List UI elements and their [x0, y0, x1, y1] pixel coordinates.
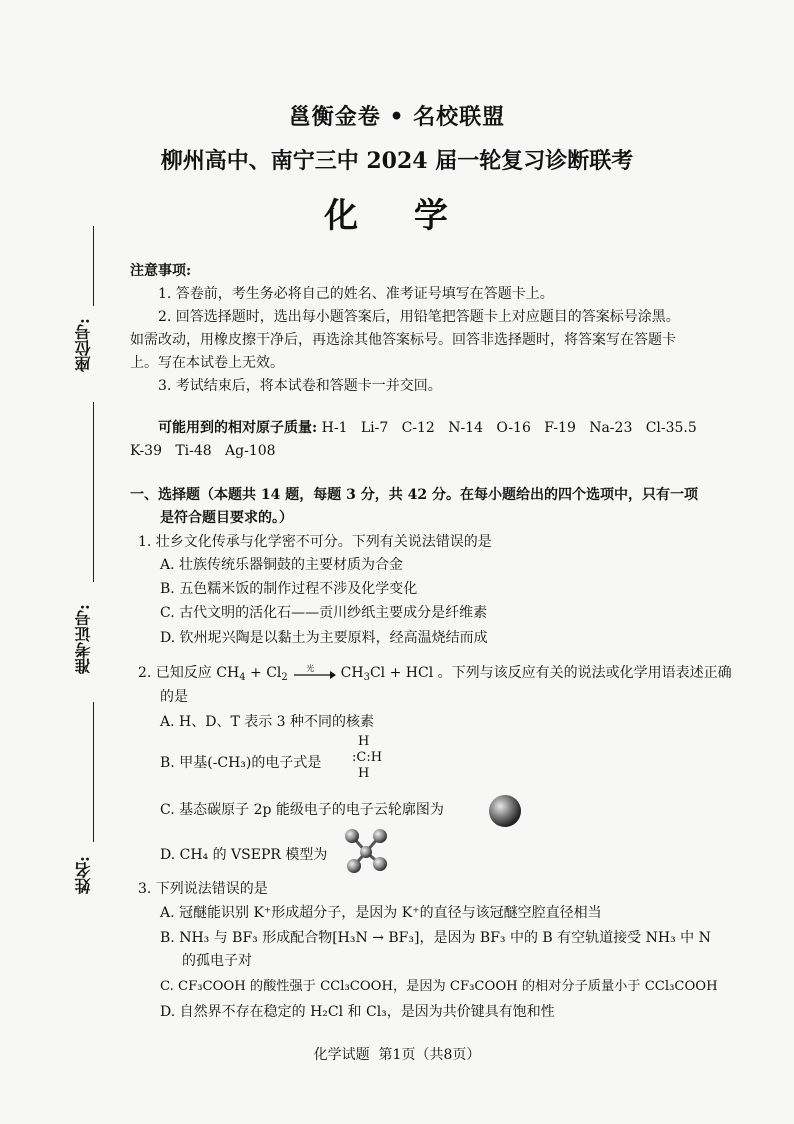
q2-sub-4: 4	[239, 672, 246, 683]
notice-item-1: 1. 答卷前，考生务必将自己的姓名、准考证号填写在答题卡上。	[158, 286, 554, 302]
page-footer: 化学试题 第1页（共8页）	[313, 1047, 481, 1063]
question-3-option-d: D. 自然界不存在稳定的 H₂Cl 和 Cl₃，是因为共价键具有饱和性	[160, 1004, 555, 1020]
question-1-stem: 1. 壮乡文化传承与化学密不可分。下列有关说法错误的是	[138, 534, 492, 550]
ticket-line	[93, 402, 94, 582]
question-2-option-b: B. 甲基(-CH₃)的电子式是	[160, 755, 322, 771]
question-3-option-b: B. NH₃ 与 BF₃ 形成配合物[H₃N → BF₃]，是因为 BF₃ 中的 B 有空轨道接受 NH₃ 中 N	[160, 930, 711, 946]
name-label: 姓名:	[74, 856, 93, 894]
q2-sub-3: 3	[363, 672, 370, 683]
atomic-mass-values-1: H-1 Li-7 C-12 N-14 O-16 F-19 Na-23 Cl-35.5	[321, 420, 697, 436]
q2-stem-part-1: 2. 已知反应 CH	[138, 665, 240, 681]
question-3-option-b-cont: 的孤电子对	[182, 953, 252, 969]
notice-item-2: 2. 回答选择题时，选出每小题答案后，用铅笔把答题卡上对应题目的答案标号涂黑。	[158, 309, 680, 325]
atomic-mass-line-2: K-39 Ti-48 Ag-108	[130, 443, 276, 459]
section-1-heading-cont: 是符合题目要求的。）	[160, 510, 293, 526]
question-3-option-a: A. 冠醚能识别 K⁺形成超分子，是因为 K⁺的直径与该冠醚空腔直径相当	[160, 905, 602, 921]
reaction-arrow-icon	[292, 664, 336, 682]
vsepr-model-icon	[342, 826, 390, 878]
question-2-stem-cont: 的是	[160, 689, 188, 705]
notice-title: 注意事项:	[130, 263, 192, 279]
notice-item-2-cont: 如需改动，用橡皮擦干净后，再选涂其他答案标号。回答非选择题时，将答案写在答题卡	[130, 332, 676, 348]
seat-label: 座位号:	[74, 318, 93, 372]
atomic-mass-line-1	[130, 417, 758, 439]
notice-item-2-end: 上。写在本试卷上无效。	[130, 355, 284, 371]
subject-title: 化 学	[324, 196, 470, 236]
q2-stem-part-2: + Cl	[245, 665, 282, 681]
q2-stem-part-3: CH	[336, 665, 364, 681]
q2-stem-part-4: Cl + HCl 。下列与该反应有关的说法或化学用语表述正确	[369, 665, 732, 681]
notice-item-3: 3. 考试结束后，将本试卷和答题卡一并交回。	[158, 378, 442, 394]
sphere-orbital-icon	[488, 794, 522, 832]
question-2-option-d: D. CH₄ 的 VSEPR 模型为	[160, 847, 328, 863]
question-3-stem: 3. 下列说法错误的是	[138, 881, 268, 897]
atomic-mass-label: 可能用到的相对原子质量:	[158, 420, 318, 436]
question-1-option-d: D. 钦州坭兴陶是以黏土为主要原料，经高温烧结而成	[160, 630, 488, 646]
electron-formula-top-h: H	[358, 734, 370, 749]
exam-series-title: 邕衡金卷 • 名校联盟	[288, 104, 506, 130]
question-1-option-b: B. 五色糯米饭的制作过程不涉及化学变化	[160, 581, 418, 597]
electron-formula-bottom-h: H	[358, 766, 370, 781]
ticket-label: 准考证号:	[74, 604, 93, 674]
electron-formula-middle: :C:H	[352, 750, 383, 765]
question-2-option-a: A. H、D、T 表示 3 种不同的核素	[160, 714, 375, 730]
exam-title: 柳州高中、南宁三中 2024 届一轮复习诊断联考	[160, 148, 634, 174]
q2-sub-2: 2	[281, 672, 288, 683]
light-condition-label: 光	[306, 664, 315, 673]
question-2-option-c: C. 基态碳原子 2p 能级电子的电子云轮廓图为	[160, 802, 444, 818]
question-1-option-c: C. 古代文明的活化石——贡川纱纸主要成分是纤维素	[160, 605, 488, 621]
section-1-heading: 一、选择题（本题共 14 题，每题 3 分，共 42 分。在每小题给出的四个选项中，只有一项	[130, 487, 698, 503]
seat-line	[93, 226, 94, 306]
name-line	[93, 702, 94, 842]
methyl-electron-formula	[352, 734, 392, 782]
question-2-stem	[138, 662, 748, 689]
question-3-option-c: C. CF₃COOH 的酸性强于 CCl₃COOH，是因为 CF₃COOH 的相对分子质量小于 CCl₃COOH	[160, 979, 718, 994]
question-1-option-a: A. 壮族传统乐器铜鼓的主要材质为合金	[160, 557, 404, 573]
